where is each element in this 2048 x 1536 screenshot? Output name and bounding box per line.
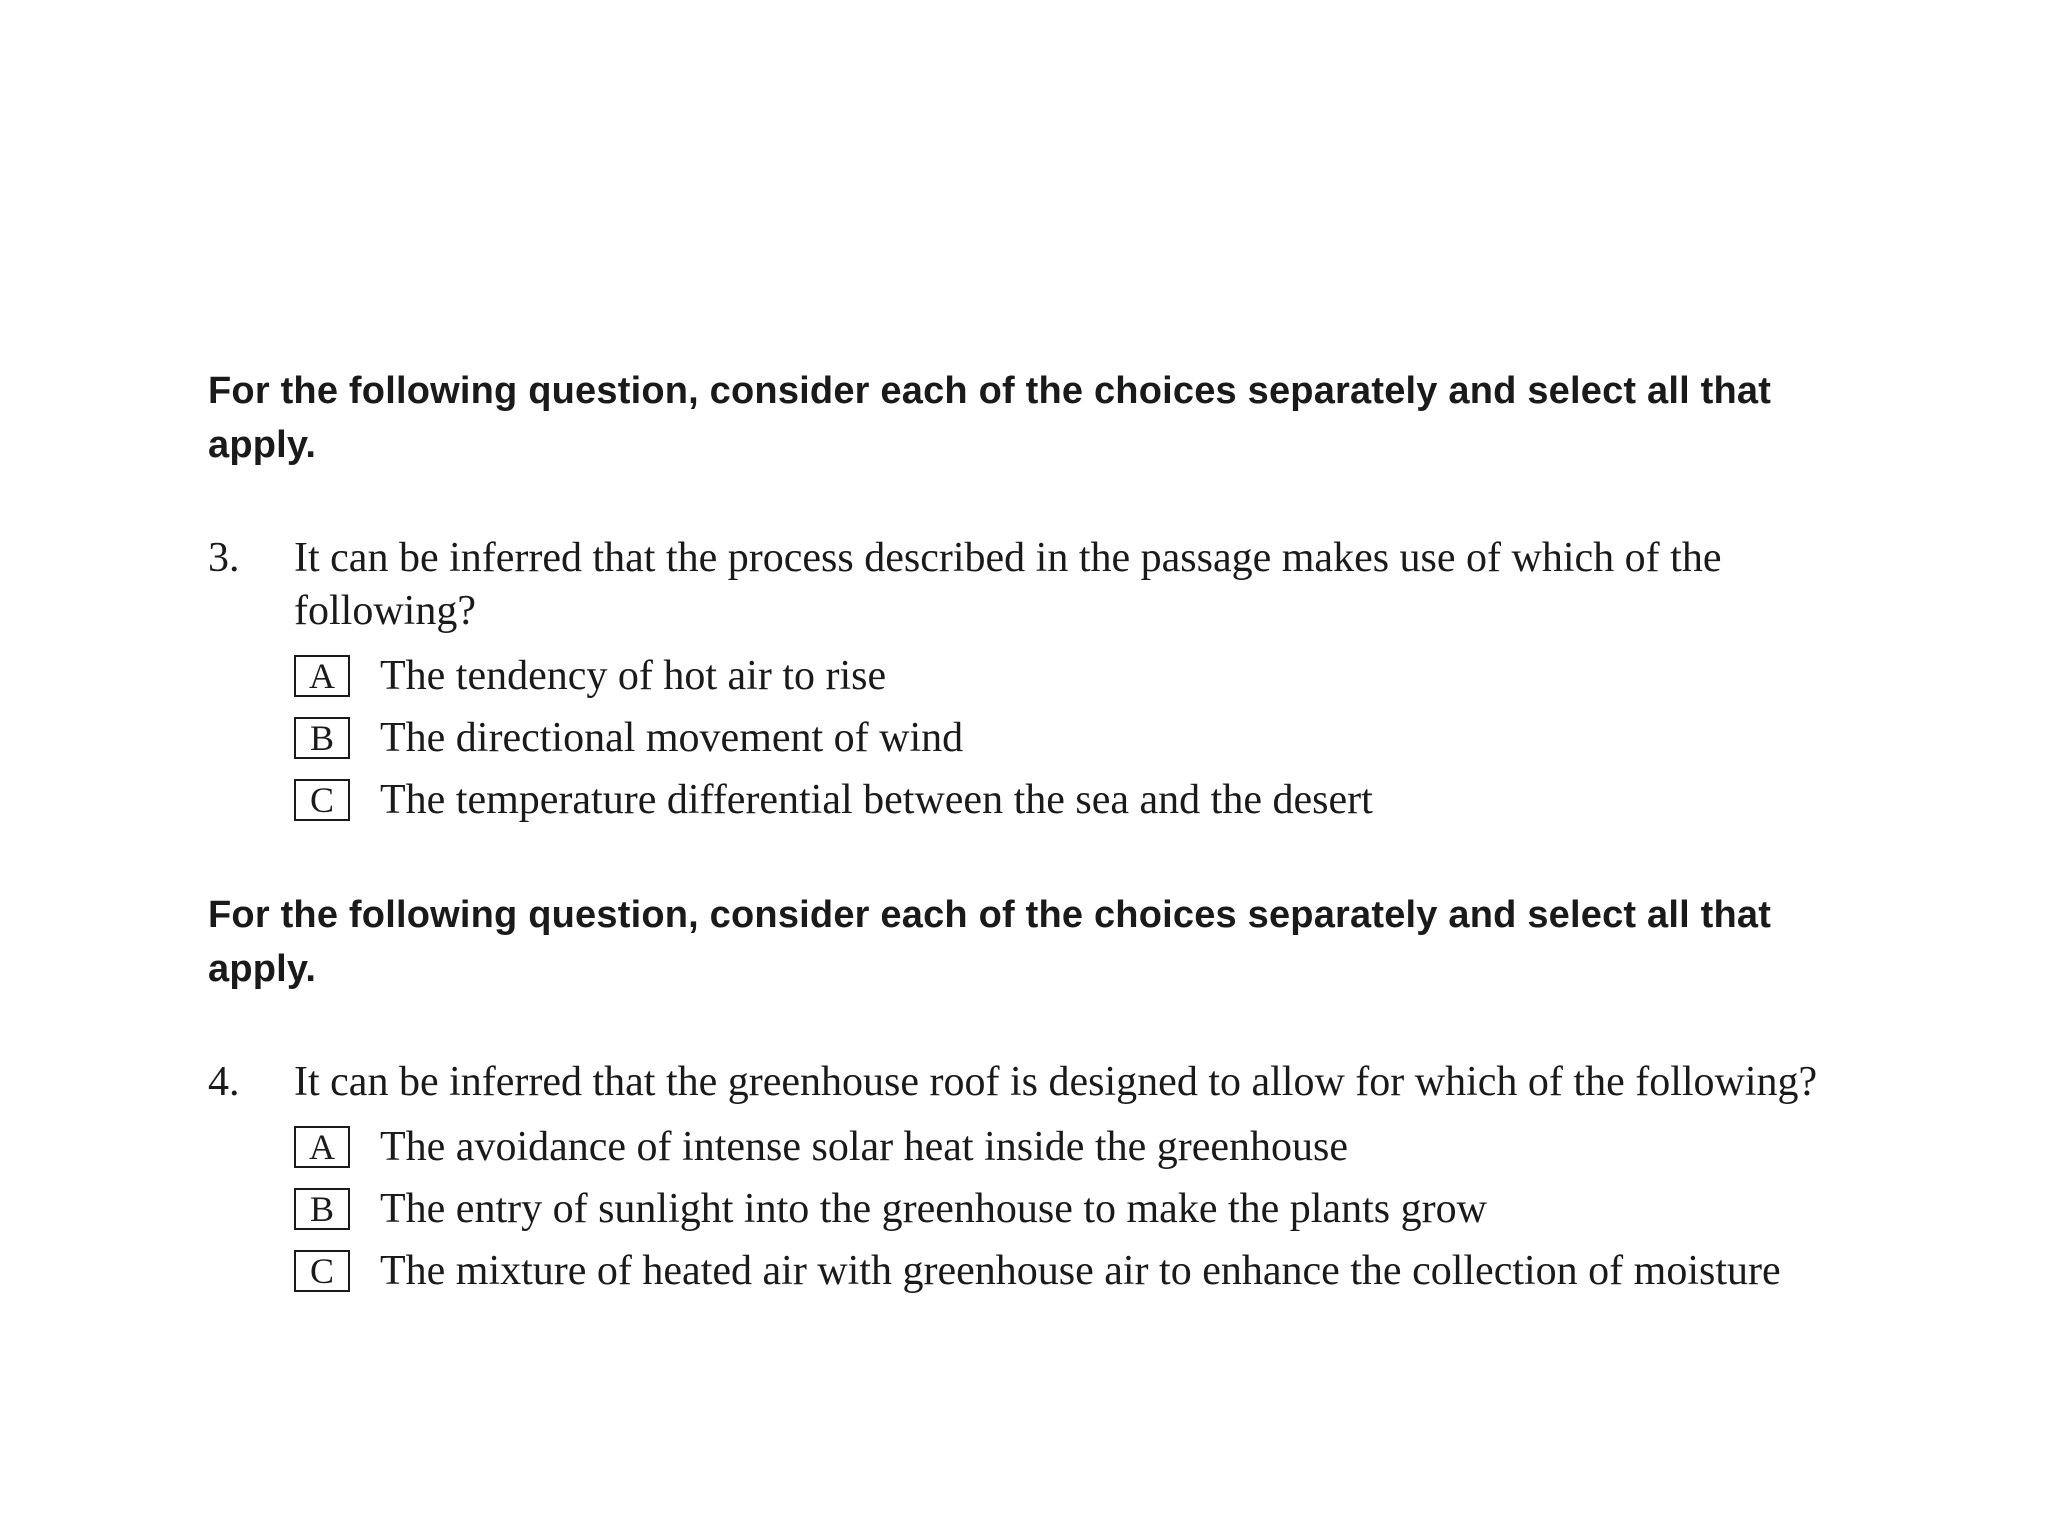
question-text: It can be inferred that the process described in the passage makes use of which of the following? — [294, 535, 1722, 634]
choice-b[interactable] — [294, 712, 1888, 765]
question-3 — [208, 532, 1888, 827]
checkbox-b[interactable]: B — [294, 1188, 350, 1230]
question-text: It can be inferred that the greenhouse roof is designed to allow for which of the following? — [294, 1059, 1818, 1105]
checkbox-a[interactable]: A — [294, 1126, 350, 1168]
question-4 — [208, 1056, 1888, 1298]
choice-text: The tendency of hot air to rise — [380, 653, 887, 699]
choice-c[interactable] — [294, 774, 1888, 827]
choice-a[interactable] — [294, 650, 1888, 703]
choice-text: The avoidance of intense solar heat inside the greenhouse — [380, 1124, 1348, 1170]
choice-a[interactable] — [294, 1121, 1888, 1174]
section-gap — [208, 836, 1888, 888]
instruction-text: For the following question, consider each of the choices separately and select all that apply. — [208, 894, 1772, 990]
choice-text: The entry of sunlight into the greenhouse to make the plants grow — [380, 1186, 1487, 1232]
choice-b[interactable] — [294, 1183, 1888, 1236]
checkbox-b[interactable]: B — [294, 717, 350, 759]
question-number: 3. — [208, 535, 240, 581]
page — [208, 364, 1888, 1307]
choice-text: The temperature differential between the sea and the desert — [380, 777, 1373, 823]
choice-list — [294, 650, 1888, 827]
choice-text: The mixture of heated air with greenhouse air to enhance the collection of moisture — [380, 1248, 1781, 1294]
choice-text: The directional movement of wind — [380, 715, 964, 761]
choice-list — [294, 1121, 1888, 1298]
instruction-text: For the following question, consider each of the choices separately and select all that apply. — [208, 370, 1772, 466]
question-number: 4. — [208, 1059, 240, 1105]
checkbox-a[interactable]: A — [294, 655, 350, 697]
checkbox-c[interactable]: C — [294, 1250, 350, 1292]
choice-c[interactable] — [294, 1245, 1888, 1298]
checkbox-c[interactable]: C — [294, 779, 350, 821]
